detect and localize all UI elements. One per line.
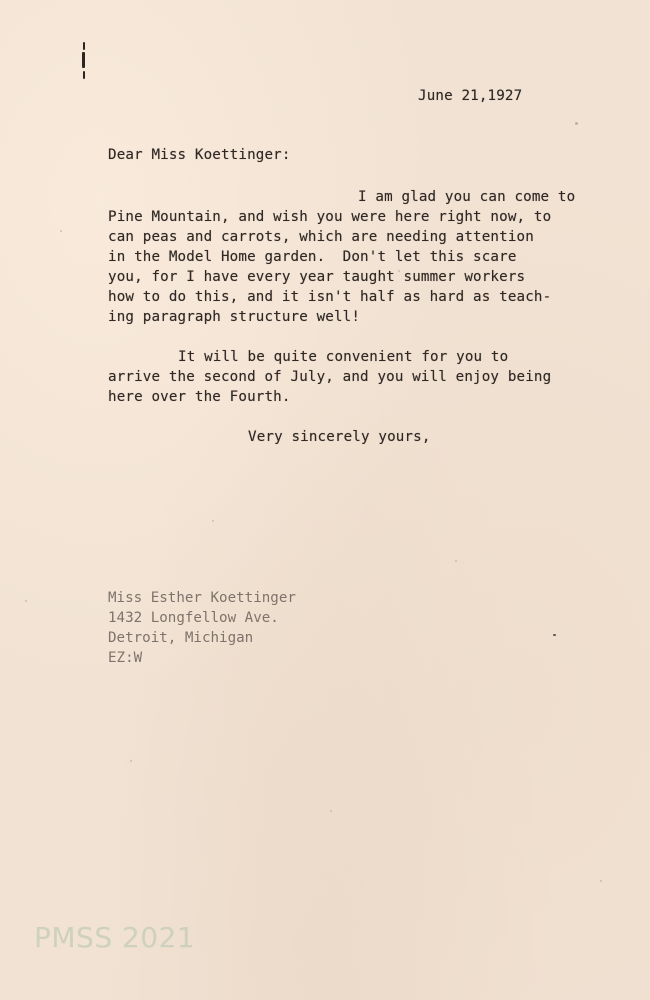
paragraph-1-line: how to do this, and it isn't half as hard as teach- [108, 289, 552, 305]
paper-speck [553, 634, 556, 636]
archive-watermark: PMSS 2021 [34, 921, 196, 954]
paper-speck [330, 810, 332, 812]
address-line: 1432 Longfellow Ave. [108, 610, 279, 626]
paragraph-1-line: you, for I have every year taught summer workers [108, 269, 526, 285]
paper-speck [25, 600, 27, 602]
letter-date: June 21,1927 [418, 88, 523, 104]
paragraph-1-line: can peas and carrots, which are needing attention [108, 229, 534, 245]
paragraph-2-line: It will be quite convenient for you to [178, 349, 509, 365]
address-line: Miss Esther Koettinger [108, 590, 296, 606]
paragraph-1-line: Pine Mountain, and wish you were here right now, to [108, 209, 552, 225]
staple-mark [82, 42, 86, 80]
paper-speck [455, 560, 457, 562]
paper-speck [575, 122, 578, 125]
address-line: Detroit, Michigan [108, 630, 254, 646]
closing: Very sincerely yours, [248, 429, 431, 445]
paragraph-1-line: I am glad you can come to [358, 189, 576, 205]
paragraph-1-line: ing paragraph structure well! [108, 309, 361, 325]
paragraph-2-line: here over the Fourth. [108, 389, 291, 405]
paper-speck [600, 880, 602, 882]
paper-speck [212, 520, 214, 522]
paragraph-1-line: in the Model Home garden. Don't let this scare [108, 249, 517, 265]
salutation: Dear Miss Koettinger: [108, 147, 291, 163]
typist-initials: EZ:W [108, 650, 143, 666]
paper-speck [60, 230, 62, 232]
paper-speck [130, 760, 132, 762]
paragraph-2-line: arrive the second of July, and you will enjoy being [108, 369, 552, 385]
